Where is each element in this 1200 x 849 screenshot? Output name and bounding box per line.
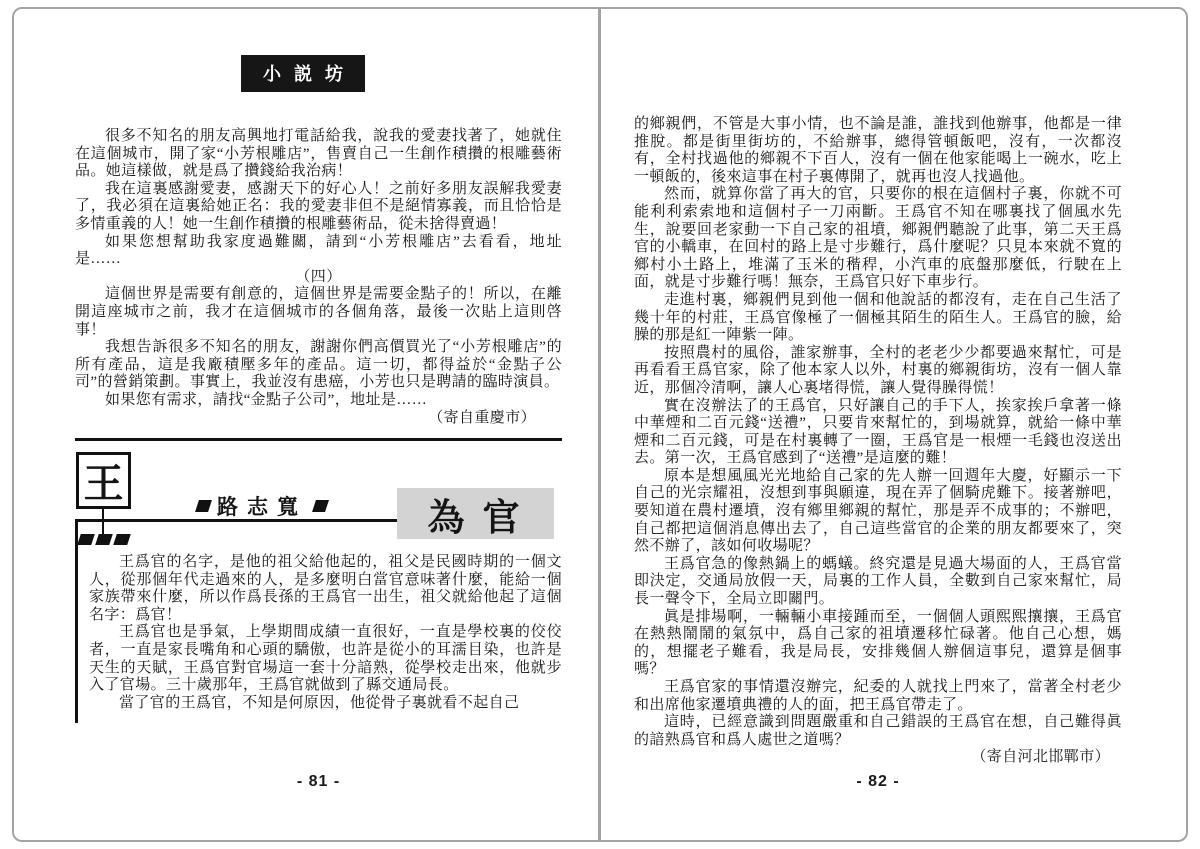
paragraph: 我在這裏感謝愛妻，感謝天下的好心人！之前好多朋友誤解我愛妻了，我必須在這裏給她正名：我的愛妻非但不是絕情寡義，而且恰恰是多情重義的人！她一生創作積攢的根雕藝術品，從未捨得賣過！ xyxy=(75,180,562,232)
right-page xyxy=(634,116,1122,767)
paragraph: 然而，就算你當了再大的官，只要你的根在這個村子裏，你就不可能利利索索地和這個村子一刀兩斷。王爲官不知在哪裏找了個風水先生，說要回老家動一下自己家的祖墳，鄉親們聽說了此事，第二天王爲官的小轎車，在回村的路上是寸步難行，爲什麼呢？只見本來就不寬的鄉村小土路上，堆滿了玉米的稭稈，小汽車的底盤那麼低，行駛在上面，就是寸步難行嗎！無奈，王爲官只好下車步行。 xyxy=(634,186,1122,291)
story-attribution: （寄自重慶市） xyxy=(428,409,536,426)
parallelogram-icon xyxy=(195,500,212,512)
parallelogram-icon xyxy=(312,500,329,512)
paragraph: 實在沒辦法了的王爲官，只好讓自己的手下人，挨家挨戶拿著一條中華煙和二百元錢“送禮”，只要肯來幫忙的，到場就算，就給一條中華煙和二百元錢，可是在村裏轉了一圈，王爲官是一根煙一毛錢也沒送出去。第一次，王爲官感到了“送禮”是這麼的難！ xyxy=(634,397,1122,467)
parallelogram-icon xyxy=(95,534,113,545)
story-title: 為官 xyxy=(397,488,554,539)
parallelogram-icon xyxy=(77,534,95,545)
paragraph: 王爲官家的事情還沒辦完，紀委的人就找上門來了，當著全村老少和出席他家遷墳典禮的人的面，把王爲官帶走了。 xyxy=(634,679,1122,713)
column-badge: 小説坊 xyxy=(241,55,365,92)
left-page xyxy=(75,55,562,712)
paragraph: 如果您想幫助我家度過難關，請到“小芳根雕店”去看看，地址是…… xyxy=(75,233,562,268)
paragraph: 當了官的王爲官，不知是何原因，他從骨子裏就看不起自己 xyxy=(119,694,520,711)
parallelogram-icon xyxy=(113,534,131,545)
notice-story xyxy=(75,128,562,427)
paragraph: 王爲官也是爭氣，上學期間成績一直很好，一直是學校裏的佼佼者，一直是家長嘴角和心頭的驕傲，也許是從小的耳濡目染，也許是天生的天賦，王爲官對官場這一套十分諳熟，從學校走出來，他就步入了官場。三十歲那年，王爲官就做到了縣交通局長。 xyxy=(89,624,562,694)
title-horizontal-line xyxy=(75,519,397,522)
paragraph: 按照農村的風俗，誰家辦事，全村的老老少少都要過來幫忙，可是再看看王爲官家，除了他本家人以外，村裏的鄉親街坊，沒有一個人靠近，那個冷清啊，讓人心裏堵得慌，讓人覺得臊得慌！ xyxy=(634,344,1122,396)
paragraph: 我想告訴很多不知名的朋友，謝謝你們高價買光了“小芳根雕店”的所有產品，這是我廠積壓多年的產品。這一切，都得益於“金點子公司”的營銷策劃。事實上，我並沒有患癌，小芳也只是聘請的臨時演員。 xyxy=(75,339,562,391)
paragraph: 眞是排場啊，一輛輛小車接踵而至，一個個人頭熙熙攘攘，王爲官在熱熱鬧鬧的氣氛中，爲自己家的祖墳遷移忙碌著。他自己心想，媽的，想擺老子難看，我是局長，安排幾個人辦個這事兒，還算是個事嗎？ xyxy=(634,608,1122,678)
paragraph: 這個世界是需要有創意的，這個世界是需要金點子的！所以，在離開這座城市之前，我才在這個城市的各個角落，最後一次貼上這則啓事！ xyxy=(75,286,562,338)
triple-parallelogram-marks xyxy=(79,534,129,545)
official-story xyxy=(75,441,562,712)
paragraph: 的鄉親們，不管是大事小情，也不論是誰，誰找到他辦事，他都是一律推脫。都是街里街坊的，不給辦事，總得管頓飯吧，沒有，一次都沒有，全村找過他的鄉親不下百人，沒有一個在他家能喝上一碗水，吃上一頓飯的，後來這事在村子裏傳開了，就再也沒人找過他。 xyxy=(634,116,1122,185)
story-title-block xyxy=(75,441,562,554)
page-number-left: - 81 - xyxy=(296,773,341,790)
paragraph: 很多不知名的朋友高興地打電話給我，說我的愛妻找著了，她就住在這個城市，開了家“小芳根雕店”，售賣自己一生創作積攢的根雕藝術品。她這樣做，就是爲了攢錢給我治病！ xyxy=(75,128,562,180)
drop-character-box: 王 xyxy=(76,452,131,509)
paragraph: 如果您有需求，請找“金點子公司”，地址是…… xyxy=(105,391,428,408)
paragraph: 王爲官急的像熱鍋上的螞蟻。終究還是見過大場面的人，王爲官當即決定，交通局放假一天，局裏的工作人員，全數到自己家來幫忙，局長一聲令下，全局立即關門。 xyxy=(634,555,1122,608)
page-gutter-divider xyxy=(598,9,601,840)
page-number-right: - 82 - xyxy=(856,773,900,790)
paragraph: 這時，已經意識到問題嚴重和自己錯誤的王爲官在想，自己難得眞的諳熟爲官和爲人處世之道嗎？ xyxy=(634,714,1122,748)
story-attribution: （寄自河北邯鄲市） xyxy=(971,749,1110,766)
paragraph: 原本是想風風光光地給自己家的先人辦一回週年大慶，好顯示一下自己的光宗耀祖，沒想到事與願違，現在弄了個騎虎難下。接著辦吧，要知道在農村遷墳，沒有鄉里鄉親的幫忙，那是弄不成事的；不辦吧，自己都把這個消息傳出去了，自己這些當官的企業的朋友都要來了，突然不辦了，該如何收場呢？ xyxy=(634,467,1122,555)
paragraph: 王爲官的名字，是他的祖父給他起的，祖父是民國時期的一個文人，從那個年代走過來的人，是多麼明白當官意味著什麼，能給一個家族帶來什麼，所以作爲長孫的王爲官一出生，祖父就給他起了這個名字：爲官！ xyxy=(89,554,562,623)
story-body xyxy=(89,554,562,712)
section-number-heading: （四） xyxy=(295,268,342,285)
author-line xyxy=(197,491,327,521)
paragraph: 走進村裏，鄉親們見到他一個和他說話的都沒有，走在自己生活了幾十年的村莊，王爲官像極了一個極其陌生的陌生人。王爲官的臉，給臊的那是紅一陣紫一陣。 xyxy=(634,291,1122,344)
author-name: 路志寬 xyxy=(217,495,307,520)
